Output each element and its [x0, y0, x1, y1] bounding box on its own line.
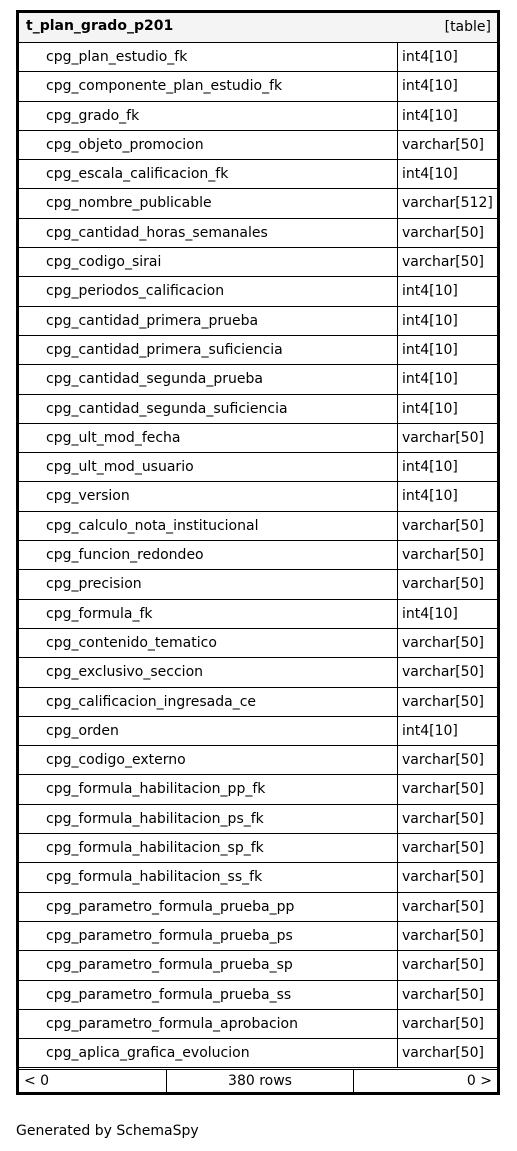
column-type-cell	[397, 453, 497, 481]
column-type: int4[10]	[402, 371, 458, 388]
column-row[interactable]	[19, 248, 497, 277]
column-name: cpg_plan_estudio_fk	[46, 49, 188, 65]
column-list	[19, 43, 497, 1068]
column-name: cpg_formula_habilitacion_ss_fk	[46, 869, 263, 886]
column-name: cpg_calificacion_ingresada_ce	[46, 693, 257, 710]
column-type: varchar[512]	[402, 195, 493, 212]
column-row[interactable]	[19, 893, 497, 922]
column-type-cell	[397, 570, 497, 598]
column-name: cpg_formula_habilitacion_sp_fk	[46, 840, 264, 857]
column-type: varchar[50]	[402, 254, 484, 271]
column-type: varchar[50]	[402, 957, 484, 974]
column-type-cell	[397, 1039, 497, 1067]
column-type-cell	[397, 922, 497, 950]
column-type-cell	[397, 365, 497, 393]
column-row[interactable]	[19, 43, 497, 72]
column-name: cpg_aplica_grafica_evolucion	[46, 1045, 250, 1062]
column-row[interactable]	[19, 102, 497, 131]
generated-by-credit: Generated by SchemaSpy	[16, 1123, 199, 1139]
column-name: cpg_cantidad_primera_suficiencia	[46, 341, 283, 358]
column-row[interactable]	[19, 277, 497, 306]
column-type: int4[10]	[402, 722, 458, 739]
column-row[interactable]	[19, 1039, 497, 1068]
column-type-cell	[397, 424, 497, 452]
column-type: int4[10]	[402, 166, 458, 183]
column-type-cell	[397, 160, 497, 188]
column-type-cell	[397, 102, 497, 130]
column-row[interactable]	[19, 189, 497, 218]
column-row[interactable]	[19, 395, 497, 424]
column-type-cell	[397, 658, 497, 686]
column-type: varchar[50]	[402, 517, 484, 534]
column-type-cell	[397, 395, 497, 423]
column-type-cell	[397, 219, 497, 247]
column-type: varchar[50]	[402, 752, 484, 769]
row-count	[167, 1070, 354, 1092]
column-row[interactable]	[19, 922, 497, 951]
column-type-cell	[397, 805, 497, 833]
column-name: cpg_cantidad_primera_prueba	[46, 312, 259, 329]
table-footer	[19, 1069, 497, 1092]
column-name: cpg_cantidad_segunda_suficiencia	[46, 400, 288, 417]
column-name: cpg_cantidad_horas_semanales	[46, 224, 268, 241]
column-type-cell	[397, 482, 497, 510]
column-type: varchar[50]	[402, 664, 484, 681]
column-row[interactable]	[19, 863, 497, 892]
column-row[interactable]	[19, 482, 497, 511]
column-type: varchar[50]	[402, 986, 484, 1003]
column-type-cell	[397, 512, 497, 540]
parents-count-label: < 0	[24, 1073, 50, 1089]
column-row[interactable]	[19, 160, 497, 189]
column-row[interactable]	[19, 336, 497, 365]
column-name: cpg_ult_mod_usuario	[46, 459, 194, 476]
column-type-cell	[397, 834, 497, 862]
column-type-cell	[397, 717, 497, 745]
column-name: cpg_parametro_formula_aprobacion	[46, 1015, 298, 1032]
column-row[interactable]	[19, 1010, 497, 1039]
column-name: cpg_parametro_formula_prueba_ss	[46, 986, 292, 1003]
table-kind: [table]	[444, 19, 491, 35]
column-type: varchar[50]	[402, 781, 484, 798]
parents-count	[19, 1070, 167, 1092]
column-type: int4[10]	[402, 78, 458, 95]
column-type-cell	[397, 307, 497, 335]
column-row[interactable]	[19, 365, 497, 394]
column-type: varchar[50]	[402, 634, 484, 651]
column-name: cpg_parametro_formula_prueba_ps	[46, 927, 293, 944]
column-row[interactable]	[19, 775, 497, 804]
column-name: cpg_formula_fk	[46, 605, 153, 622]
column-name: cpg_grado_fk	[46, 107, 140, 124]
column-type: varchar[50]	[402, 1015, 484, 1032]
table-name: t_plan_grado_p201	[26, 18, 174, 34]
column-row[interactable]	[19, 717, 497, 746]
column-name: cpg_orden	[46, 722, 119, 739]
column-type: int4[10]	[402, 459, 458, 476]
column-name: cpg_formula_habilitacion_pp_fk	[46, 781, 266, 798]
column-type-cell	[397, 336, 497, 364]
column-type-cell	[397, 277, 497, 305]
column-name: cpg_parametro_formula_prueba_sp	[46, 957, 293, 974]
column-row[interactable]	[19, 629, 497, 658]
column-type: varchar[50]	[402, 136, 484, 153]
column-row[interactable]	[19, 512, 497, 541]
column-type-cell	[397, 1010, 497, 1038]
column-row[interactable]	[19, 746, 497, 775]
column-name: cpg_precision	[46, 576, 142, 593]
column-type: int4[10]	[402, 283, 458, 300]
column-row[interactable]	[19, 951, 497, 980]
column-name: cpg_funcion_redondeo	[46, 547, 204, 564]
column-type: varchar[50]	[402, 693, 484, 710]
column-type-cell	[397, 248, 497, 276]
column-row[interactable]	[19, 981, 497, 1010]
column-name: cpg_calculo_nota_institucional	[46, 517, 259, 534]
column-type-cell	[397, 189, 497, 217]
column-name: cpg_componente_plan_estudio_fk	[46, 78, 283, 95]
column-name: cpg_codigo_sirai	[46, 254, 162, 271]
column-name: cpg_escala_calificacion_fk	[46, 166, 229, 183]
column-type-cell	[397, 863, 497, 891]
column-type: int4[10]	[402, 312, 458, 329]
column-name: cpg_parametro_formula_prueba_pp	[46, 898, 295, 915]
column-type: varchar[50]	[402, 840, 484, 857]
column-type: int4[10]	[402, 400, 458, 417]
column-row[interactable]	[19, 131, 497, 160]
column-row[interactable]	[19, 219, 497, 248]
column-type: varchar[50]	[402, 547, 484, 564]
column-type: varchar[50]	[402, 927, 484, 944]
column-type: varchar[50]	[402, 1045, 484, 1062]
column-type: varchar[50]	[402, 898, 484, 915]
column-type-cell	[397, 43, 497, 71]
column-type-cell	[397, 746, 497, 774]
column-type: int4[10]	[402, 49, 458, 65]
children-count	[354, 1070, 497, 1092]
column-type-cell	[397, 775, 497, 803]
column-type-cell	[397, 688, 497, 716]
column-name: cpg_nombre_publicable	[46, 195, 212, 212]
children-count-label: 0 >	[466, 1073, 492, 1089]
column-row[interactable]	[19, 307, 497, 336]
column-row[interactable]	[19, 424, 497, 453]
column-name: cpg_cantidad_segunda_prueba	[46, 371, 263, 388]
column-type-cell	[397, 951, 497, 979]
column-row[interactable]	[19, 72, 497, 101]
column-row[interactable]	[19, 688, 497, 717]
column-name: cpg_codigo_externo	[46, 752, 186, 769]
column-type: varchar[50]	[402, 810, 484, 827]
column-type: int4[10]	[402, 605, 458, 622]
column-type: int4[10]	[402, 107, 458, 124]
column-type-cell	[397, 629, 497, 657]
column-row[interactable]	[19, 453, 497, 482]
column-name: cpg_formula_habilitacion_ps_fk	[46, 810, 264, 827]
column-name: cpg_contenido_tematico	[46, 634, 217, 651]
column-type: varchar[50]	[402, 869, 484, 886]
column-type-cell	[397, 981, 497, 1009]
column-type: int4[10]	[402, 341, 458, 358]
column-type-cell	[397, 72, 497, 100]
column-type: int4[10]	[402, 488, 458, 505]
column-name: cpg_ult_mod_fecha	[46, 429, 181, 446]
table-header	[19, 13, 497, 43]
column-row[interactable]	[19, 834, 497, 863]
column-name: cpg_version	[46, 488, 130, 505]
column-type: varchar[50]	[402, 429, 484, 446]
column-row[interactable]	[19, 600, 497, 629]
table-entity[interactable]	[16, 10, 500, 1095]
column-name: cpg_exclusivo_seccion	[46, 664, 204, 681]
column-name: cpg_objeto_promocion	[46, 136, 204, 153]
column-type: varchar[50]	[402, 224, 484, 241]
column-row[interactable]	[19, 541, 497, 570]
row-count-label: 380 rows	[228, 1073, 292, 1089]
column-row[interactable]	[19, 570, 497, 599]
column-type-cell	[397, 600, 497, 628]
column-type-cell	[397, 893, 497, 921]
column-type: varchar[50]	[402, 576, 484, 593]
column-type-cell	[397, 541, 497, 569]
column-name: cpg_periodos_calificacion	[46, 283, 225, 300]
column-type-cell	[397, 131, 497, 159]
column-row[interactable]	[19, 658, 497, 687]
column-row[interactable]	[19, 805, 497, 834]
